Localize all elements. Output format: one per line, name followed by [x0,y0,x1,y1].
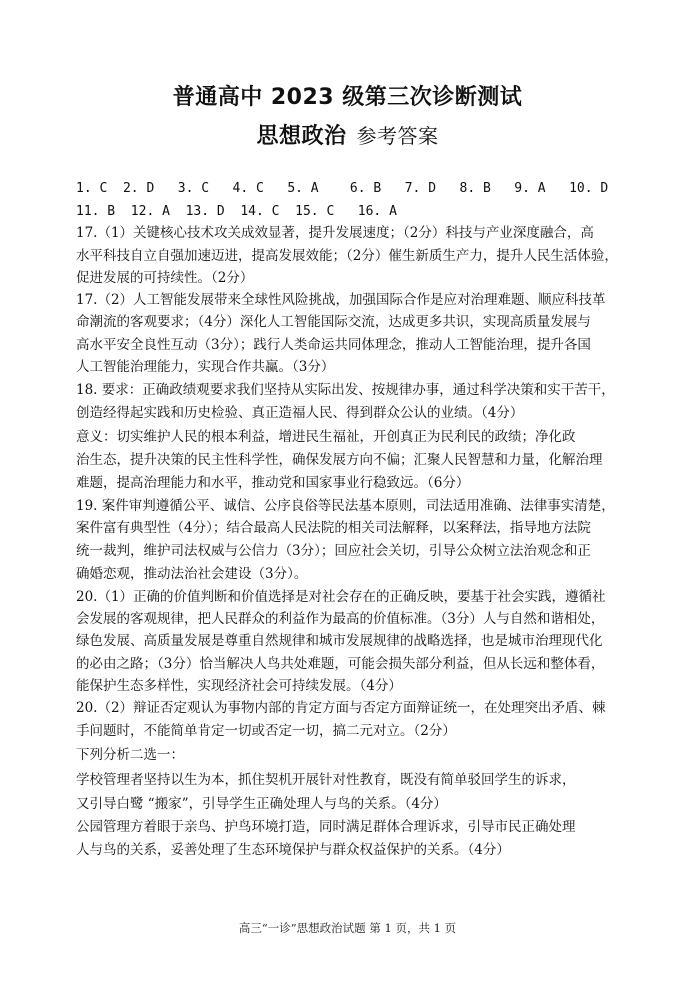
answer-line: 水平科技自立自强加速迈进，提高发展效能；（2分）催生新质生产力，提升人民生活体验， [76,248,618,264]
answer-line: 又引导白鹭 “搬家”，引导学生正确处理人与鸟的关系。（4分） [76,796,447,812]
answer-line: 手问题时，不能简单肯定一切或否定一切，搞二元对立。（2分） [76,723,456,739]
answer-line: 高水平安全良性互动（3分）；践行人类命运共同体理念，推动人工智能治理，提升各国 [76,337,591,353]
document-title: 普通高中 2023 级第三次诊断测试 [172,85,523,110]
mc-answers-row-2: 11. B 12. A 13. D 14. C 15. C 16. A [76,204,397,219]
answer-line: 创造经得起实践和历史检验、真正造福人民、得到群众公认的业绩。（4分） [76,405,524,421]
subject-name: 思想政治 [256,124,347,149]
page-footer: 高三“一诊”思想政治试题 第 1 页，共 1 页 [238,921,457,935]
answer-line: 18. 要求：正确政绩观要求我们坚持从实际出发、按规律办事，通过科学决策和实干苦干， [76,382,615,398]
answer-line: 人与鸟的关系，妥善处理了生态环境保护与群众权益保护的关系。（4分） [76,842,510,858]
answer-line: 促进发展的可持续性。（2分） [76,270,254,286]
answer-line: 绿色发展、高质量发展是尊重自然规律和城市发展规律的战略选择，也是城市治理现代化 [76,633,603,649]
answer-line: 学校管理者坚持以生为本，抓住契机开展针对性教育，既没有简单驳回学生的诉求， [76,772,576,788]
answer-line: 17.（1）关键核心技术攻关成效显著，提升发展速度；（2分）科技与产业深度融合，高 [76,225,594,241]
answer-label: 参考答案 [356,124,439,148]
answer-line: 意义：切实维护人民的根本利益，增进民生福祉，开创真正为民利民的政绩；净化政 [76,429,576,445]
answer-line: 会发展的客观规律，把人民群众的利益作为最高的价值标准。（3分）人与自然和谐相处， [76,611,605,627]
answer-line: 治生态，提升决策的民主性科学性，确保发展方向不偏；汇聚人民智慧和力量，化解治理 [76,452,603,468]
answer-line: 下列分析二选一： [76,747,184,763]
document-subtitle [0,119,695,150]
answer-line: 公园管理方着眼于亲鸟、护鸟环境打造，同时满足群体合理诉求，引导市民正确处理 [76,819,576,835]
answer-line: 命潮流的客观要求；（4分）深化人工智能国际交流，达成更多共识，实现高质量发展与 [76,314,591,330]
answer-line: 案件富有典型性（4分）；结合最高人民法院的相关司法解释，以案释法，指导地方法院 [76,520,591,536]
answer-line: 能保护生态多样性，实现经济社会可持续发展。（4分） [76,678,402,694]
answer-line: 17.（2）人工智能发展带来全球性风险挑战，加强国际合作是应对治理难题、顺应科技革 [76,292,606,308]
answer-line: 的必由之路；（3分）恰当解决人鸟共处难题，可能会损失部分利益，但从长远和整体看， [76,656,605,672]
answer-line: 19. 案件审判遵循公平、诚信、公序良俗等民法基本原则，司法适用准确、法律事实清楚， [76,498,615,514]
answer-line: 确婚恋观，推动法治社会建设（3分）。 [76,566,308,582]
answer-line: 20.（1）正确的价值判断和价值选择是对社会存在的正确反映，要基于社会实践，遵循社 [76,589,606,605]
answer-line: 人工智能治理能力，实现合作共赢。（3分） [76,359,335,375]
answer-line: 统一裁判，维护司法权威与公信力（3分）；回应社会关切，引导公众树立法治观念和正 [76,543,591,559]
answer-line: 难题，提高治理能力和水平，推动党和国家事业行稳致远。（6分） [76,475,470,491]
answer-line: 20.（2）辩证否定观认为事物内部的肯定方面与否定方面辩证统一，在处理突出矛盾、棘 [76,700,606,716]
mc-answers-row-1: 1. C 2. D 3. C 4. C 5. A 6. B 7. D 8. B 9. A 10. D [76,181,609,196]
